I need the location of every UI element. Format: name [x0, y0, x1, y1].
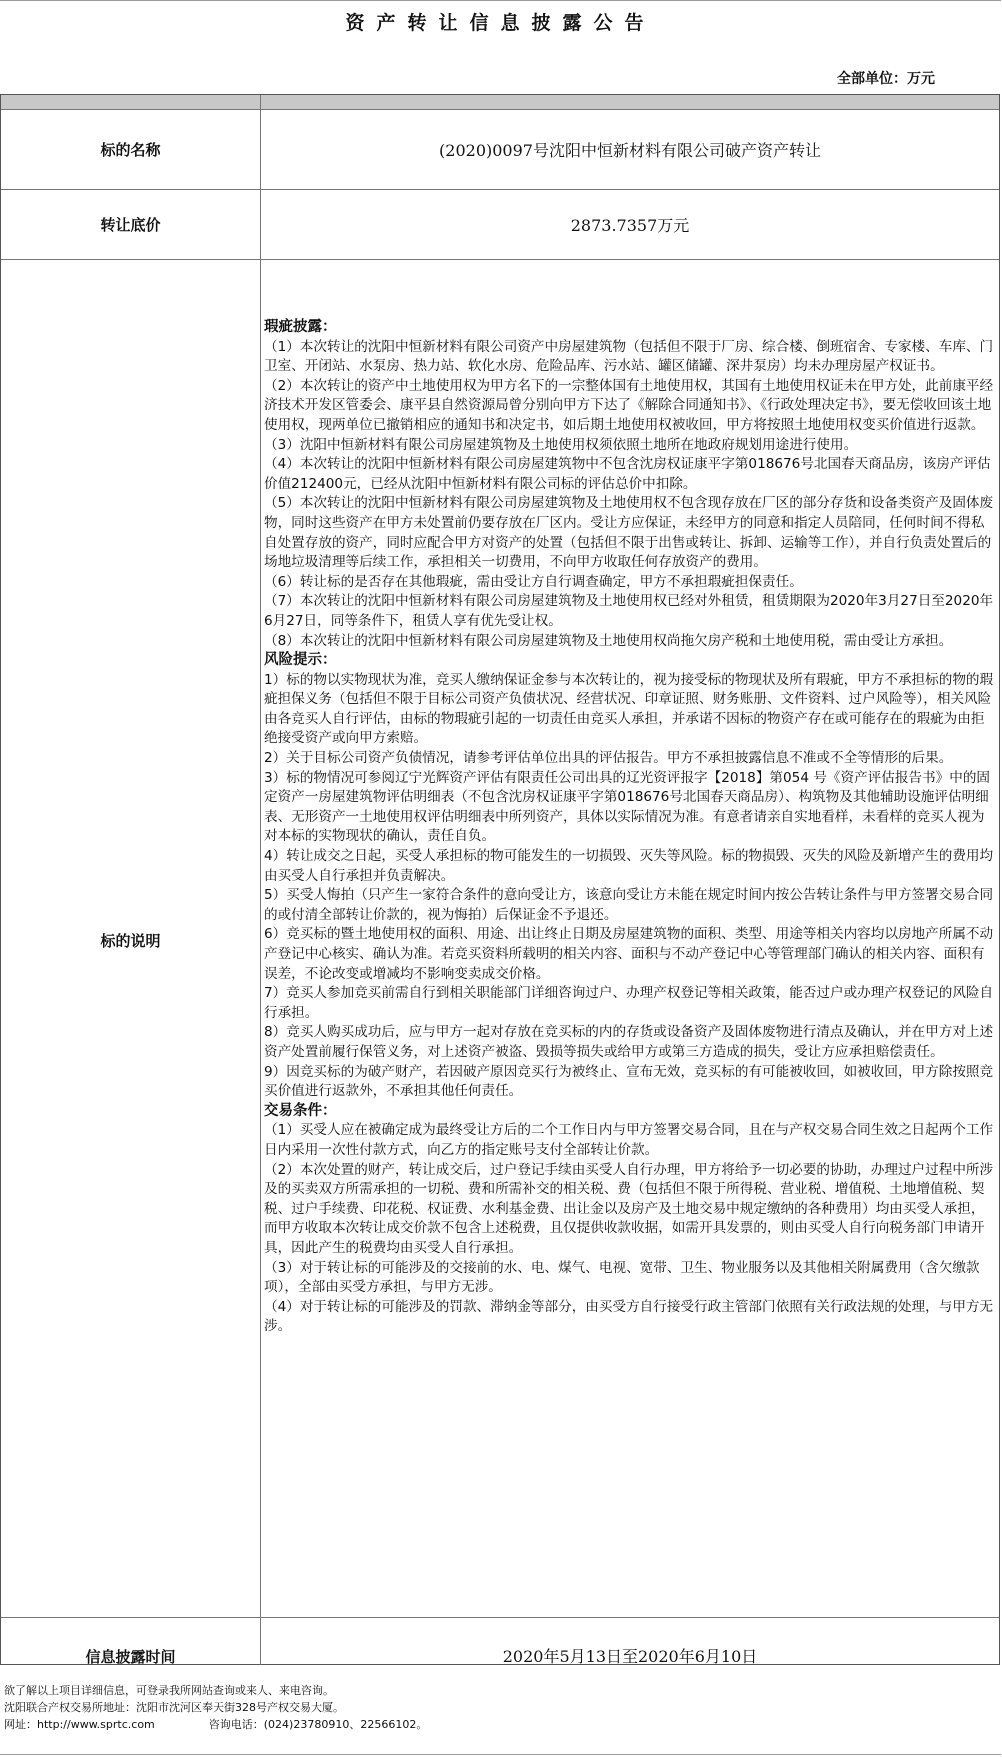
page-title: 资产转让信息披露公告 — [345, 12, 656, 34]
risk-item: 1）标的物以实物现状为准，竞买人缴纳保证金参与本次转让的，视为接受标的物现状及所有瑕疵，甲方不承担标的物的瑕疵担保义务（包括但不限于目标公司资产负债状况、经营状况、印章证照、财务账册、文件资料、过户风险等），相关风险由各竞买人自行评估，由标的物瑕疵引起的一切责任由竞买人承担，并承诺不因标的物资产存在或可能存在的瑕疵为由拒绝接受资产或向甲方索赔。 — [264, 671, 994, 747]
disclosure-time-label: 信息披露时间 — [85, 1648, 176, 1666]
defect-item: （3）沈阳中恒新材料有限公司房屋建筑物及土地使用权须依照土地所在地政府规划用途进行使用。 — [264, 436, 858, 453]
term-item: （4）对于转让标的可能涉及的罚款、滞纳金等部分，由买受方自行接受行政主管部门依照有关行政法规的处理，与甲方无涉。 — [264, 1298, 994, 1335]
row-divider — [1, 189, 999, 190]
defect-item: （8）本次转让的沈阳中恒新材料有限公司房屋建筑物及土地使用权尚拖欠房产税和土地使用税，需由受让方承担。 — [264, 632, 953, 649]
risks-heading: 风险提示： — [264, 652, 337, 669]
defect-item: （7）本次转让的沈阳中恒新材料有限公司房屋建筑物及土地使用权已经对外租赁，租赁期限为2020年3月27日至2020年6月27日，同等条件下，租赁人享有优先受让权。 — [264, 593, 994, 629]
row-divider — [1, 1617, 999, 1618]
subject-name-value: (2020)0097号沈阳中恒新材料有限公司破产资产转让 — [439, 141, 821, 160]
subject-description-label: 标的说明 — [100, 932, 161, 950]
footer-website: 网址：http://www.sprtc.com — [4, 1718, 155, 1731]
risk-item: 5）买受人悔拍（只产生一家符合条件的意向受让方，该意向受让方未能在规定时间内按公告转让条件与甲方签署交易合同的或付清全部转让价款的，视为悔拍）后保证金不予退还。 — [264, 887, 994, 923]
disclosure-time-value: 2020年5月13日至2020年6月10日 — [502, 1647, 758, 1666]
defect-item: （6）转让标的是否存在其他瑕疵，需由受让方自行调查确定，甲方不承担瑕疵担保责任。 — [264, 573, 803, 590]
footer-line: 欲了解以上项目详细信息，可登录我所网站查询或来人、来电咨询。 — [4, 1684, 334, 1697]
footer-phone: 咨询电话：(024)23780910、22566102。 — [208, 1718, 428, 1731]
term-item: （1）买受人应在被确定成为最终受让方后的二个工作日内与甲方签署交易合同，且在与产权交易合同生效之日起两个工作日内采用一次性付款方式，向乙方的指定账号支付全部转让价款。 — [264, 1122, 994, 1158]
footer-info — [4, 1682, 994, 1733]
risk-item: 6）竞买标的暨土地使用权的面积、用途、出让终止日期及房屋建筑物的面积、类型、用途等相关内容均以房地产所属不动产登记中心核实、确认为准。若竞买资料所载明的相关内容、面积与不动产登记中心等管理部门确认的相关内容、面积有误差，不论改变或增减均不影响变卖成交价格。 — [264, 926, 994, 982]
defects-heading: 瑕疵披露： — [264, 319, 337, 335]
reserve-price-label: 转让底价 — [100, 216, 161, 234]
risk-item: 9）因竞买标的为破产财产，若因破产原因竞买行为被终止、宣布无效，竞买标的有可能被收回，如被收回，甲方除按照竞买价值进行返款外，不承担其他任何责任。 — [264, 1063, 994, 1100]
top-border — [0, 0, 1001, 5]
subject-description — [264, 318, 996, 1337]
row-divider — [1, 109, 999, 110]
term-item: （3）对于转让标的可能涉及的交接前的水、电、煤气、电视、宽带、卫生、物业服务以及其他相关附属费用（含欠缴款项），全部由买受方承担，与甲方无涉。 — [264, 1259, 980, 1296]
table-header-band — [1, 95, 999, 109]
subject-name-label: 标的名称 — [100, 141, 161, 159]
column-divider — [260, 95, 261, 1665]
unit-note: 全部单位：万元 — [837, 71, 935, 87]
defect-item: （4）本次转让的沈阳中恒新材料有限公司房屋建筑物中不包含沈房权证康平字第018676号北国春天商品房，该房产评估价值212400元，已经从沈阳中恒新材料有限公司标的评估总价中扣除。 — [264, 456, 991, 492]
defect-item: （1）本次转让的沈阳中恒新材料有限公司资产中房屋建筑物（包括但不限于厂房、综合楼、倒班宿舍、专家楼、车库、门卫室、开闭站、水泵房、热力站、软化水房、危险品库、污水站、罐区储罐、深井泵房）均未办理房屋产权证书。 — [264, 338, 994, 375]
bottom-border — [0, 1754, 1001, 1755]
risk-item: 4）转让成交之日起，买受人承担标的物可能发生的一切损毁、灭失等风险。标的物损毁、灭失的风险及新增产生的费用均由买受人自行承担并负责解决。 — [264, 848, 994, 884]
risk-item: 3）标的物情况可参阅辽宁光辉资产评估有限责任公司出具的辽光资评报字【2018】第054 号《资产评估报告书》中的固定资产一房屋建筑物评估明细表（不包含沈房权证康平字第018676号北国春天商品房）、构筑物及其他辅助设施评估明细表、无形资产一土地使用权评估明细表中所列资产，具体以实际情况为准。有意者请亲自实地看样，未看样的竞买人视为对本标的实物现状的确认，责任自负。 — [264, 769, 991, 845]
risk-item: 8）竞买人购买成功后，应与甲方一起对存放在竞买标的内的存货或设备资产及固体废物进行清点及确认，并在甲方对上述资产处置前履行保管义务，对上述资产被盗、毁损等损失或给甲方或第三方造成的损失，受让方应承担赔偿责任。 — [264, 1024, 994, 1060]
term-item: （2）本次处置的财产，转让成交后，过户登记手续由买受人自行办理，甲方将给予一切必要的协助，办理过户过程中所涉及的买卖双方所需承担的一切税、费和所需补交的相关税、费（包括但不限于所得税、营业税、增值税、土地增值税、契税、过户手续费、印花税、权证费、水利基金费、出让金以及房产及土地交易中规定缴纳的各种费用）均由买受人承担，而甲方收取本次转让成交价款不包含上述税费，且仅提供收款收据，如需开具发票的，则由买受人自行向税务部门申请开具，因此产生的税费均由买受人自行承担。 — [264, 1161, 994, 1256]
risk-item: 7）竞买人参加竞买前需自行到相关职能部门详细咨询过户、办理产权登记等相关政策，能否过户或办理产权登记的风险自行承担。 — [264, 985, 994, 1021]
terms-heading: 交易条件： — [264, 1102, 337, 1119]
footer-address: 沈阳联合产权交易所地址：沈阳市沈河区奉天街328号产权交易大厦。 — [4, 1701, 344, 1714]
footer-contact — [4, 1716, 994, 1733]
risk-item: 2）关于目标公司资产负债情况，请参考评估单位出具的评估报告。甲方不承担披露信息不准或不全等情形的后果。 — [264, 750, 953, 767]
defect-item: （5）本次转让的沈阳中恒新材料有限公司房屋建筑物及土地使用权不包含现存放在厂区的部分存货和设备类资产及固体废物，同时这些资产在甲方未处置前仍要存放在厂区内。受让方应保证，未经甲方的同意和指定人员陪同，任何时间不得私自处置存放的资产，同时应配合甲方对资产的处置（包括但不限于出售或转让、拆卸、运输等工作），并自行负责处置后的场地垃圾清理等后续工作，承担相关一切费用，不向甲方收取任何存放资产的费用。 — [264, 495, 994, 571]
reserve-price-value: 2873.7357万元 — [570, 216, 690, 235]
defect-item: （2）本次转让的资产中土地使用权为甲方名下的一宗整体国有土地使用权，其国有土地使用权证未在甲方处，此前康平经济技术开发区管委会、康平县自然资源局曾分别向甲方下达了《解除合同通知书》、《行政处理决定书》，要无偿收回该土地使用权，现两单位已撤销相应的通知书和决定书，如后期土地使用权被收回，甲方将按照土地使用权变买价值进行返款。 — [264, 377, 994, 433]
row-divider — [1, 259, 999, 260]
